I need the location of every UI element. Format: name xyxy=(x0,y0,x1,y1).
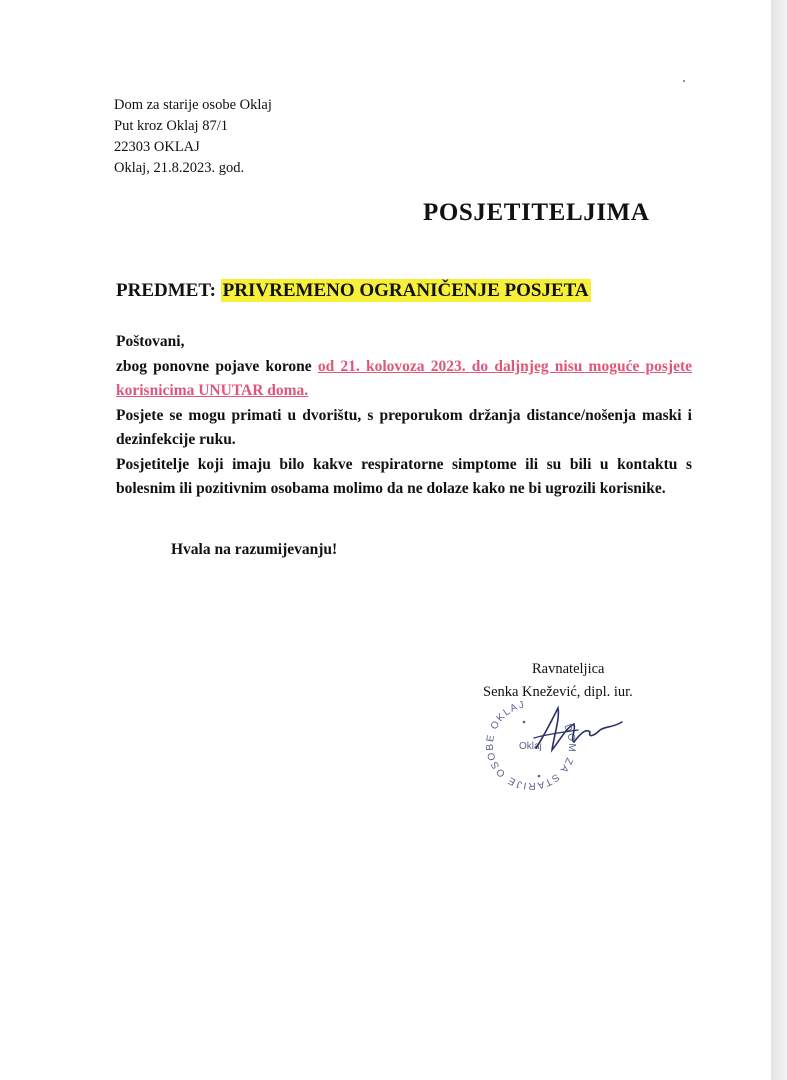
signatory-name: Senka Knežević, dipl. iur. xyxy=(483,684,633,700)
stamp-dot-bottom xyxy=(538,775,541,778)
street-address: Put kroz Oklaj 87/1 xyxy=(114,118,228,134)
org-name: Dom za starije osobe Oklaj xyxy=(114,97,272,113)
sender-address xyxy=(114,95,272,179)
signature-stroke xyxy=(536,708,622,750)
letter-body xyxy=(116,330,692,502)
symptoms-paragraph: Posjetitelje koji imaju bilo kakve respiratorne simptome ili su bili u kontaktu s bolesnim ili pozitivnim osobama molimo da ne dolaze kako ne bi ugrozili korisnike. xyxy=(116,455,692,497)
notice-paragraph xyxy=(116,355,692,404)
signatory-title: Ravnateljica xyxy=(532,661,605,677)
subject-line xyxy=(116,280,591,302)
subject-label: PREDMET: xyxy=(116,280,216,301)
postal-code: 22303 OKLAJ xyxy=(114,139,200,155)
subject-text-highlighted: PRIVREMENO OGRANIČENJE POSJETA xyxy=(222,280,589,301)
audience-heading: POSJETITELJIMA xyxy=(423,199,650,226)
greeting: Poštovani, xyxy=(116,333,185,350)
page-edge-shadow xyxy=(771,0,787,1080)
handwritten-signature xyxy=(530,700,630,760)
place-date: Oklaj, 21.8.2023. god. xyxy=(114,160,245,176)
scan-speck xyxy=(683,80,685,82)
notice-intro: zbog ponovne pojave korone xyxy=(116,357,318,375)
closing-thanks: Hvala na razumijevanju! xyxy=(171,541,338,558)
stamp-ring-text: DOM ZA STARIJE OSOBE OKLAJ xyxy=(484,699,578,792)
stamp-dot-top xyxy=(523,721,526,724)
notice-highlighted-text: od 21. kolovoza 2023. do daljnjeg nisu moguće posjete korisnicima UNUTAR doma. xyxy=(116,357,693,399)
stamp-center-text: Oklaj xyxy=(519,741,542,752)
yard-visits-paragraph: Posjete se mogu primati u dvorištu, s preporukom držanja distance/nošenja maski i dezinfekcije ruku. xyxy=(116,406,692,448)
